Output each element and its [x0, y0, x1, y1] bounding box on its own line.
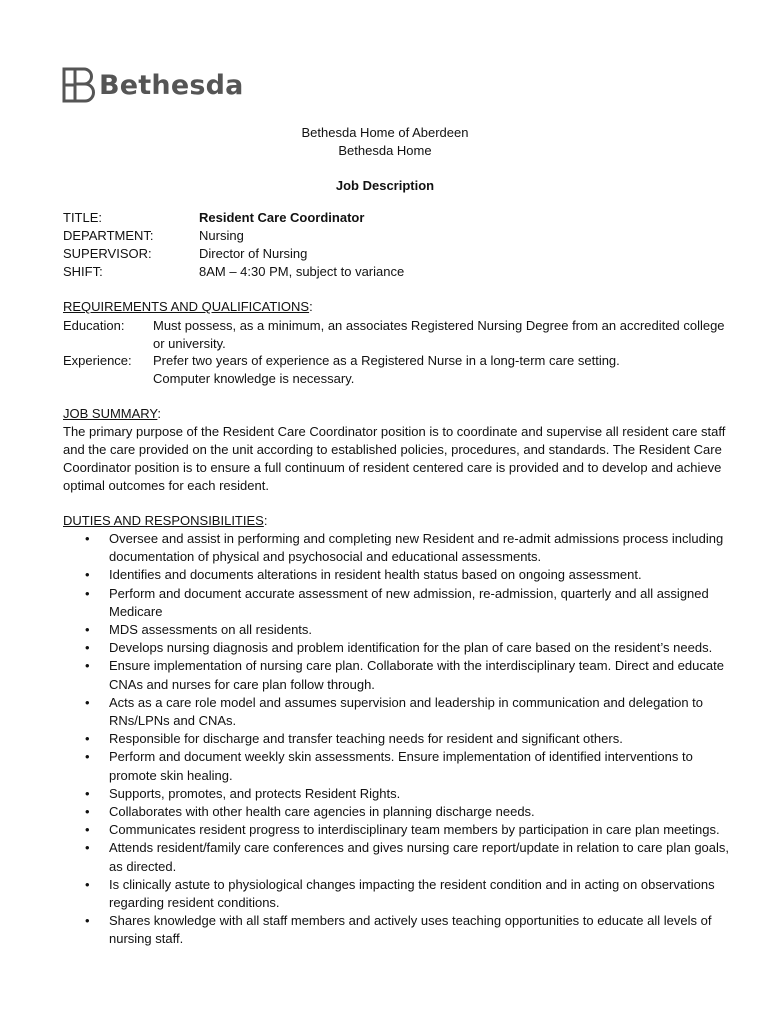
- duty-item: [63, 748, 713, 784]
- duty-text-line: Attends resident/family care conferences and gives nursing care report/update in relation to care plan goals,: [109, 840, 730, 856]
- duty-item: [63, 821, 720, 839]
- duty-text-line: documentation of physical and psychosocial and educational assessments.: [109, 549, 542, 565]
- duty-item: [63, 785, 713, 803]
- duty-text-line: Perform and document accurate assessment of new admission, re-admission, quarterly and all assigned: [109, 585, 709, 601]
- document-title: Job Description: [335, 178, 435, 193]
- duty-item: [63, 639, 713, 657]
- education-text-1: Must possess, as a minimum, an associates Registered Nursing Degree from an accredited college: [153, 318, 725, 333]
- duty-text-line: RNs/LPNs and CNAs.: [109, 713, 237, 729]
- bullet-icon: •: [85, 567, 90, 583]
- duty-text-line: regarding resident conditions.: [109, 895, 280, 911]
- duty-item: [63, 839, 730, 875]
- duties-heading-colon: :: [263, 513, 268, 528]
- duty-item: [63, 730, 713, 748]
- field-value-department: Nursing: [199, 228, 244, 243]
- duty-text-line: Is clinically astute to physiological changes impacting the resident condition and in acting on observations: [109, 876, 715, 892]
- summary-heading: [63, 405, 161, 423]
- duty-item: [63, 657, 724, 693]
- duty-item: [63, 585, 713, 621]
- bullet-icon: •: [85, 913, 90, 929]
- duty-text-line: Oversee and assist in performing and completing new Resident and re-admit admissions process including: [109, 531, 724, 546]
- requirements-heading-colon: :: [309, 299, 313, 314]
- duty-item: [63, 566, 713, 584]
- experience-label: Experience:: [63, 353, 132, 368]
- duty-text-line: Identifies and documents alterations in resident health status based on ongoing assessment.: [109, 567, 642, 583]
- bullet-icon: •: [85, 822, 90, 838]
- duty-text-line: Supports, promotes, and protects Resident Rights.: [109, 785, 401, 801]
- duty-item: [63, 876, 713, 912]
- duty-text-line: Shares knowledge with all staff members and actively uses teaching opportunities to educate all levels of: [109, 913, 712, 929]
- bullet-icon: •: [85, 804, 90, 820]
- field-label-shift: SHIFT:: [63, 264, 103, 279]
- facility-name: Bethesda Home: [338, 143, 432, 158]
- duty-text-line: as directed.: [109, 858, 177, 874]
- duty-item: [63, 803, 713, 821]
- duty-text-line: Communicates resident progress to interdisciplinary team members by participation in care plan meetings.: [109, 822, 720, 838]
- duty-text-line: Ensure implementation of nursing care plan. Collaborate with the interdisciplinary team. Direct and educate: [109, 658, 724, 674]
- bullet-icon: •: [85, 749, 90, 765]
- bethesda-logo: [62, 66, 244, 104]
- requirements-heading-text: REQUIREMENTS AND QUALIFICATIONS: [63, 299, 310, 314]
- summary-line: and the care provided on the unit according to established policies, procedures, and standards. The Resident Care: [63, 442, 722, 457]
- education-text-2: or university.: [153, 336, 226, 351]
- duty-item: [63, 912, 713, 948]
- bullet-icon: •: [85, 694, 90, 710]
- bullet-icon: •: [85, 731, 90, 747]
- bullet-icon: •: [85, 876, 90, 892]
- summary-heading-colon: :: [157, 406, 162, 421]
- field-label-supervisor: SUPERVISOR:: [63, 246, 152, 261]
- experience-text-2: Computer knowledge is necessary.: [153, 371, 355, 386]
- duty-text-line: Acts as a care role model and assumes supervision and leadership in communication and delegation to: [109, 694, 704, 710]
- duty-text-line: nursing staff.: [109, 931, 184, 947]
- bullet-icon: •: [85, 840, 90, 856]
- duty-text-line: Develops nursing diagnosis and problem identification for the plan of care based on the resident’s needs.: [109, 640, 713, 656]
- bullet-icon: •: [85, 585, 90, 601]
- experience-text-1: Prefer two years of experience as a Registered Nurse in a long-term care setting.: [153, 353, 620, 368]
- field-label-department: DEPARTMENT:: [63, 228, 154, 243]
- duty-text-line: promote skin healing.: [109, 767, 233, 783]
- bullet-icon: •: [85, 531, 90, 546]
- duty-text-line: Collaborates with other health care agencies in planning discharge needs.: [109, 804, 535, 820]
- duty-item: [63, 530, 724, 566]
- summary-heading-text: JOB SUMMARY: [63, 406, 158, 421]
- field-label-title: TITLE:: [63, 210, 103, 225]
- logo-wordmark: Bethesda: [99, 69, 244, 101]
- field-value-supervisor: Director of Nursing: [199, 246, 308, 261]
- duty-text-line: Medicare: [109, 603, 163, 619]
- education-label: Education:: [63, 318, 125, 333]
- duty-text-line: CNAs and nurses for care plan follow through.: [109, 676, 375, 692]
- duty-item: [63, 694, 713, 730]
- duty-item: [63, 621, 713, 639]
- duty-text-line: Perform and document weekly skin assessments. Ensure implementation of identified interventions to: [109, 749, 693, 765]
- bethesda-logo-icon: [62, 66, 96, 104]
- bullet-icon: •: [85, 622, 90, 638]
- field-value-shift: 8AM – 4:30 PM, subject to variance: [199, 264, 405, 279]
- duties-list: [63, 530, 730, 949]
- duties-heading-text: DUTIES AND RESPONSIBILITIES: [63, 513, 264, 528]
- summary-line: Coordinator position is to ensure a full continuum of resident centered care is provided and to develop and achieve: [63, 460, 722, 475]
- requirements-heading: [63, 298, 313, 316]
- summary-line: The primary purpose of the Resident Care Coordinator position is to coordinate and supervise all resident care staff: [63, 424, 726, 439]
- duty-text-line: Responsible for discharge and transfer teaching needs for resident and significant others.: [109, 731, 623, 747]
- org-name: Bethesda Home of Aberdeen: [301, 125, 469, 140]
- bullet-icon: •: [85, 640, 90, 656]
- field-value-title: Resident Care Coordinator: [199, 210, 365, 225]
- bullet-icon: •: [85, 658, 90, 674]
- bullet-icon: •: [85, 785, 90, 801]
- duty-text-line: MDS assessments on all residents.: [109, 622, 313, 638]
- summary-line: optimal outcomes for each resident.: [63, 478, 269, 493]
- duties-heading: [63, 512, 267, 530]
